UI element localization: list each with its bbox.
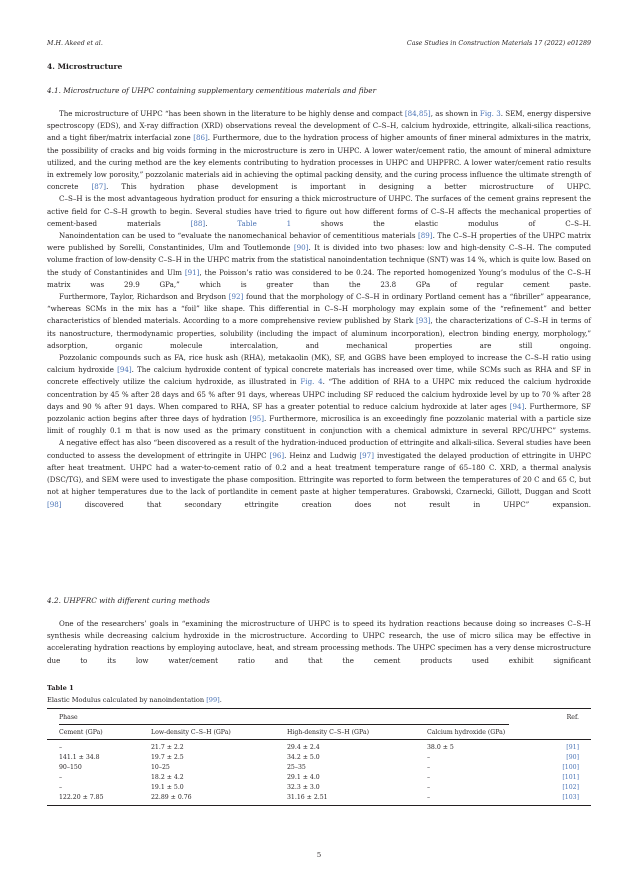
citation-link[interactable]: [91] xyxy=(184,267,200,277)
table-ref-link[interactable]: [100] xyxy=(562,764,579,771)
table-caption: Elastic Modulus calculated by nanoindentation [99]. xyxy=(47,696,222,704)
table-cell: 10–25 xyxy=(151,764,170,771)
citation-link[interactable]: [89] xyxy=(418,231,433,241)
table-cell: 38.0 ± 5 xyxy=(427,744,454,751)
section-heading: 4. Microstructure xyxy=(47,62,123,71)
table-header-phase: Phase xyxy=(59,714,78,721)
body-text-4-1 xyxy=(47,108,591,511)
table-cell: – xyxy=(427,774,431,781)
citation-link[interactable]: [96] xyxy=(269,450,285,460)
table-header-cement: Cement (GPa) xyxy=(59,729,103,736)
table-cell: 34.2 ± 5.0 xyxy=(287,754,320,761)
table-1 xyxy=(47,708,591,808)
table-ref-link[interactable]: [90] xyxy=(566,754,579,761)
page-number: 5 xyxy=(316,851,322,859)
table-cell: – xyxy=(427,794,431,801)
figure-link[interactable]: Fig. 3 xyxy=(479,109,501,118)
citation-link[interactable]: [98] xyxy=(47,499,62,509)
table-cell: – xyxy=(427,754,431,761)
table-spanner-rule xyxy=(59,724,509,725)
table-cell: 141.1 ± 34.8 xyxy=(59,754,100,761)
table-cell: 29.4 ± 2.4 xyxy=(287,744,320,751)
body-text-4-2 xyxy=(47,618,591,667)
table-cell: 29.1 ± 4.0 xyxy=(287,774,320,781)
table-bottom-rule xyxy=(47,805,591,806)
table-top-rule xyxy=(47,708,591,709)
table-header-low-density: Low-density C–S–H (GPa) xyxy=(151,729,231,736)
subsection-heading-4-1: 4.1. Microstructure of UHPC containing supplementary cementitious materials and fiber xyxy=(47,86,377,95)
running-header-journal: Case Studies in Construction Materials 17 (2022) e01289 xyxy=(406,40,591,47)
table-cell: 32.3 ± 3.0 xyxy=(287,784,320,791)
citation-link[interactable]: [95] xyxy=(249,414,264,424)
table-cell: 18.2 ± 4.2 xyxy=(151,774,184,781)
table-cell: – xyxy=(427,784,431,791)
paragraph-3: Nanoindentation can be used to “evaluate the nanomechanical behavior of cementitious materials [89]. The C–S–H properties of the UHPC matrix were published by Sorelli, Constantinides, Ulm and Toutlemonde [90]. It is divided into two phases: low and high-density C–S–H. The computed volume fraction of low-density C–S–H in the UHPC matrix from the statistical nanoindentation technique (SNT) was 14 %, which is quite low. Based on the study of Constantinides and Ulm [91], the Poisson’s ratio was considered to be 0.24. The reported homogenized Young’s modulus of the C–S–H matrix was 29.9 GPa,” which is greater than the 23.8 GPa of regular cement paste. xyxy=(47,231,591,289)
citation-link[interactable]: [87] xyxy=(91,182,107,192)
citation-link[interactable]: [93] xyxy=(415,316,431,326)
table-header-rule xyxy=(47,739,591,740)
citation-link[interactable]: [86] xyxy=(193,133,208,143)
table-cell: – xyxy=(427,764,431,771)
table-link[interactable]: Table 1 xyxy=(237,218,292,228)
figure-link[interactable]: Fig. 4 xyxy=(300,377,323,387)
table-cell: 25–35 xyxy=(287,764,306,771)
paragraph-7: One of the researchers’ goals in “examining the microstructure of UHPC is to speed its hydration reactions because doing so increases C–S–H synthesis while decreasing calcium hydroxide in the microstructure. According to UHPC research, the use of micro silica may be effective in accelerating hydration reactions by employing autoclave, heat, and stream processing methods. The UHPC specimen has a very dense microstructure due to its low water/cement ratio and that the cement products used exhibit significant xyxy=(47,619,591,665)
paragraph-1: The microstructure of UHPC “has been shown in the literature to be highly dense and compact [84,85], as shown in Fig. 3. SEM, energy dispersive spectroscopy (EDS), and X-ray diffraction (XRD) observations reveal the development of C–S–H, calcium hydroxide, ettringite, alkali-silica reactions, and a tight fiber/matrix interfacial zone [86]. Furthermore, due to the hydration process of higher amounts of finer mineral admixtures in the matrix, the possibility of cracks and big voids forming in the microstructure is zero in UHPC. A lower water/cement ratio, the amount of mineral admixture utilized, and the curing method are the key elements contributing to hydration processes in UHPC and UHPFRC. A lower water/cement ratio results in extremely low porosity,” pozzolanic materials aid in achieving the optimal packing density, and the curing process influence the ultimate strength of concrete [87]. This hydration phase development is important in designing a better microstructure of UHPC. xyxy=(47,109,592,192)
table-ref-link[interactable]: [91] xyxy=(566,744,579,751)
table-cell: 22.89 ± 0.76 xyxy=(151,794,192,801)
citation-link[interactable]: [88] xyxy=(190,218,206,228)
table-cell: – xyxy=(59,784,63,791)
subsection-heading-4-2: 4.2. UHPFRC with different curing methods xyxy=(47,596,210,605)
table-header-calcium-hydroxide: Calcium hydroxide (GPa) xyxy=(427,729,506,736)
paragraph-5: Pozzolanic compounds such as FA, rice husk ash (RHA), metakaolin (MK), SF, and GGBS have been employed to increase the C–S–H ratio using calcium hydroxide [94]. The calcium hydroxide content of typical concrete materials has increased over time, while SCMs such as RHA and SF in concrete effectively utilize the calcium hydroxide, as illustrated in Fig. 4. “The addition of RHA to a UHPC mix reduced the calcium hydroxide concentration by 45 % after 28 days and 65 % after 91 days, whereas UHPC including SF reduced the calcium hydroxide level by up to 70 % after 28 days and 90 % after 91 days. When compared to RHA, SF has a greater potential to reduce calcium hydroxide at later ages [94]. Furthermore, SF pozzolanic action begins after three days of hydration [95]. Furthermore, microsilica is an exceedingly fine pozzolanic material with a particle size limit of roughly 0.1 m that is now used as the primary constituent in conjunction with a chemical admixture in several RPC/UHPC” systems. xyxy=(47,353,592,436)
table-cell: – xyxy=(59,744,63,751)
table-header-ref: Ref. xyxy=(566,714,579,721)
paragraph-4: Furthermore, Taylor, Richardson and Brydson [92] found that the morphology of C–S–H in ordinary Portland cement has a “fibriller” appearance, “whereas SCMs in the mix has a “foil” like shape. This differential in C–S–H morphology may explain some of the “refinement” and better characteristics of blended materials. According to a more comprehensive review published by Stark [93], the characterizations of C–S–H in terms of its nanostructure, thermodynamic properties, solubility (including the impact of aluminum incorporation), electron binding energy, morphology,” adsorption, organic molecule intercalation, and mechanical properties are still ongoing. xyxy=(47,292,591,350)
running-header-authors: M.H. Akeed et al. xyxy=(47,40,103,47)
table-ref-link[interactable]: [101] xyxy=(562,774,579,781)
paragraph-6: A negative effect has also “been discovered as a result of the hydration-induced production of ettringite and alkali-silica. Several studies have been conducted to assess the development of ettringite in UHPC [96]. Heinz and Ludwig [97] investigated the delayed production of ettringite in UHPC after heat treatment. UHPC had a water-to-cement ratio of 0.2 and a heat treatment temperature range of 65–180 C. XRD, a thermal analysis (DSC/TG), and SEM were used to investigate the phase composition. Ettringite was reported to form between the temperatures of 20 C and 65 C, but not at higher temperatures due to the lack of portlandite in cement paste at higher temperatures. Grabowski, Czarnecki, Gillott, Duggan and Scott [98] discovered that secondary ettringite creation does not result in UHPC” expansion. xyxy=(47,438,592,509)
table-cell: 122.20 ± 7.85 xyxy=(59,794,104,801)
table-label: Table 1 xyxy=(47,684,74,692)
table-cell: 90–150 xyxy=(59,764,82,771)
table-cell: 21.7 ± 2.2 xyxy=(151,744,184,751)
citation-link[interactable]: [99] xyxy=(206,696,220,704)
table-cell: 31.16 ± 2.51 xyxy=(287,794,328,801)
table-header-high-density: High-density C–S–H (GPa) xyxy=(287,729,369,736)
citation-link[interactable]: [94] xyxy=(117,365,132,375)
citation-link[interactable]: [92] xyxy=(228,292,244,302)
table-cell: – xyxy=(59,774,63,781)
citation-link[interactable]: [84,85] xyxy=(404,109,431,118)
table-ref-link[interactable]: [103] xyxy=(562,794,579,801)
paragraph-2: C–S–H is the most advantageous hydration product for ensuring a thick microstructure of UHPC. The surfaces of the cement grains represent the active field for C–S–H growth to begin. Several studies have tried to figure out how different forms of C–S–H affects the mechanical properties of cement-based materials [88]. Table 1 shows the elastic modulus of C–S–H. xyxy=(47,194,592,228)
citation-link[interactable]: [90] xyxy=(293,243,309,253)
citation-link[interactable]: [94] xyxy=(509,401,525,411)
table-ref-link[interactable]: [102] xyxy=(562,784,579,791)
table-cell: 19.7 ± 2.5 xyxy=(151,754,184,761)
citation-link[interactable]: [97] xyxy=(359,450,374,460)
table-cell: 19.1 ± 5.0 xyxy=(151,784,184,791)
